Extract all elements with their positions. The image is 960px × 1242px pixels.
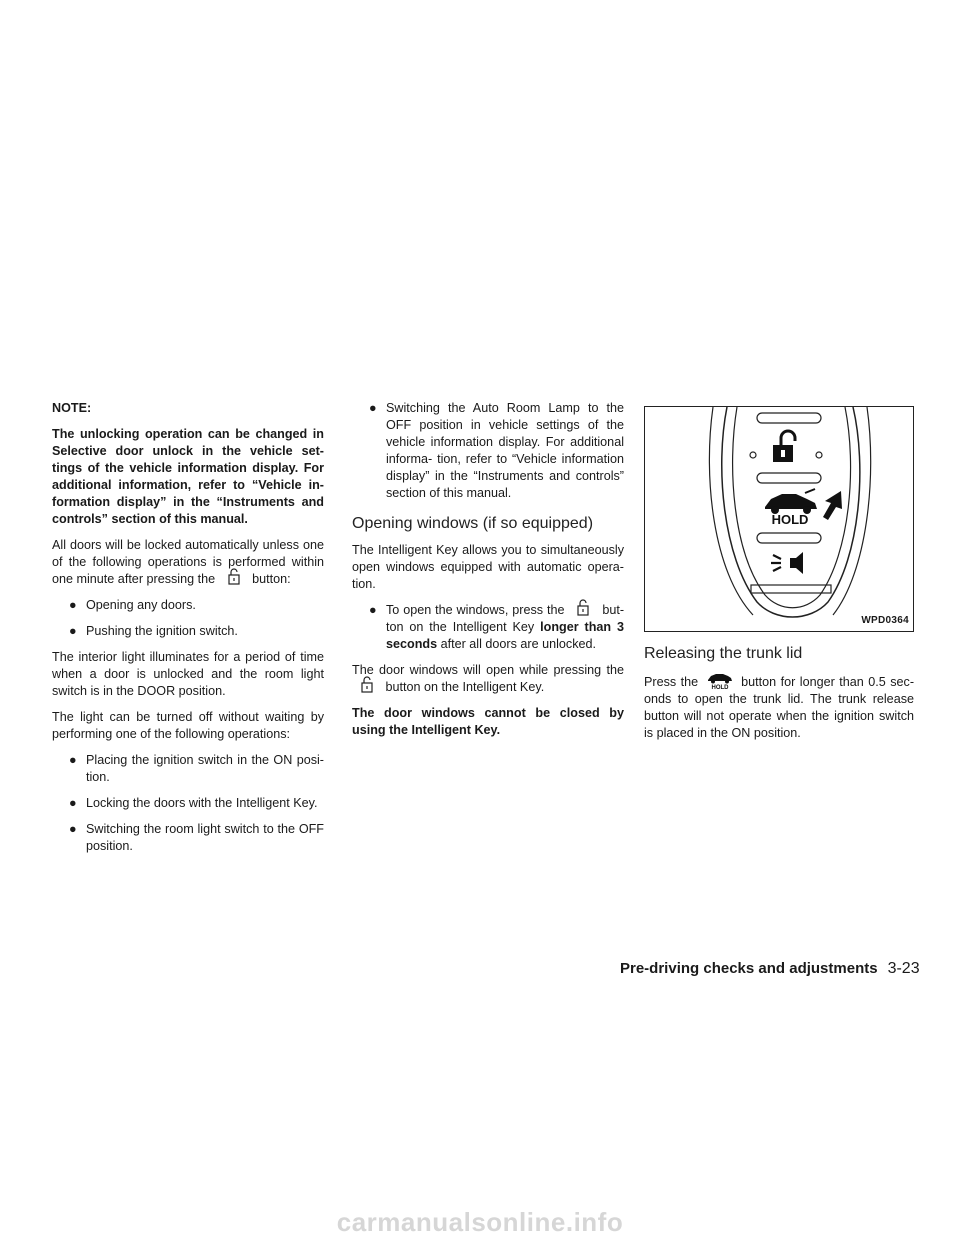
interior-light-paragraph: The interior light illuminates for a period of time when a door is unlocked and the room light switch is in the DOOR position. bbox=[52, 650, 324, 698]
trunk-icon bbox=[703, 672, 737, 688]
unlock-icon bbox=[352, 679, 382, 693]
list-item: ● Switching the Auto Room Lamp to the OFF position in vehicle settings of the vehicle information display. For additional informa- tion, refer to “Vehicle information display” in the “Instruments and controls” section of this manual. bbox=[369, 401, 624, 500]
arrow-icon bbox=[823, 491, 842, 520]
section-heading-trunk: Releasing the trunk lid bbox=[644, 645, 803, 662]
figure-code: WPD0364 bbox=[861, 615, 909, 626]
windows-intro-paragraph: The Intelligent Key allows you to simultaneously open windows equipped with automatic opera- tion. bbox=[352, 543, 624, 591]
unlock-icon bbox=[568, 602, 598, 616]
light-off-paragraph: The light can be turned off without waiting by performing one of the following operations: bbox=[52, 710, 324, 741]
svg-text:HOLD: HOLD bbox=[711, 685, 729, 690]
auto-lock-paragraph bbox=[52, 537, 324, 588]
watermark: carmanualsonline.info bbox=[336, 1207, 624, 1237]
note-label: NOTE: bbox=[52, 401, 92, 415]
list-item: ● Opening any doors. bbox=[69, 598, 196, 612]
windows-open-paragraph: The door windows will open while pressing the button on the Intelligent Key. bbox=[352, 663, 624, 694]
page-footer bbox=[620, 959, 920, 979]
list-item: ● To open the windows, press the but- ton on the Intelligent Key longer than 3 seconds after all doors are unlocked. bbox=[352, 602, 624, 653]
intelligent-key-illustration bbox=[645, 407, 913, 631]
section-heading-windows: Opening windows (if so equipped) bbox=[352, 515, 594, 532]
list-item: ● Switching the room light switch to the OFF position. bbox=[69, 822, 324, 853]
column-left bbox=[52, 400, 324, 864]
unlock-icon bbox=[219, 571, 249, 585]
column-right bbox=[644, 400, 914, 751]
trunk-icon bbox=[765, 489, 817, 514]
unlock-icon bbox=[773, 431, 795, 462]
auto-lock-text: All doors will be locked automatically unless one of the following operations is performed within one minute after pressing the bbox=[52, 538, 324, 586]
panic-icon bbox=[771, 552, 803, 574]
trunk-paragraph: Press the HOLD button for longer than 0.5 sec- onds to open the trunk lid. The trunk release button will not operate when the ignition switch is placed in the ON position. bbox=[644, 672, 914, 742]
list-item: ● Placing the ignition switch in the ON posi- tion. bbox=[69, 753, 324, 784]
column-middle bbox=[352, 400, 624, 748]
intelligent-key-figure bbox=[644, 406, 914, 632]
page-number: 3-23 bbox=[887, 960, 920, 977]
footer-section-title: Pre-driving checks and adjustments bbox=[620, 960, 878, 977]
note-text: The unlocking operation can be changed in Selective door unlock in the vehicle set- tings of the vehicle information display. For additional information, refer to “Vehicle in- formation display” in the “Instruments and controls” section of this manual. bbox=[52, 427, 324, 526]
hold-label: HOLD bbox=[771, 512, 809, 527]
list-item: ● Locking the doors with the Intelligent Key. bbox=[69, 796, 318, 810]
auto-lock-text-end: button: bbox=[252, 572, 291, 586]
windows-warning-paragraph: The door windows cannot be closed by using the Intelligent Key. bbox=[352, 706, 624, 737]
list-item: ● Pushing the ignition switch. bbox=[69, 624, 238, 638]
